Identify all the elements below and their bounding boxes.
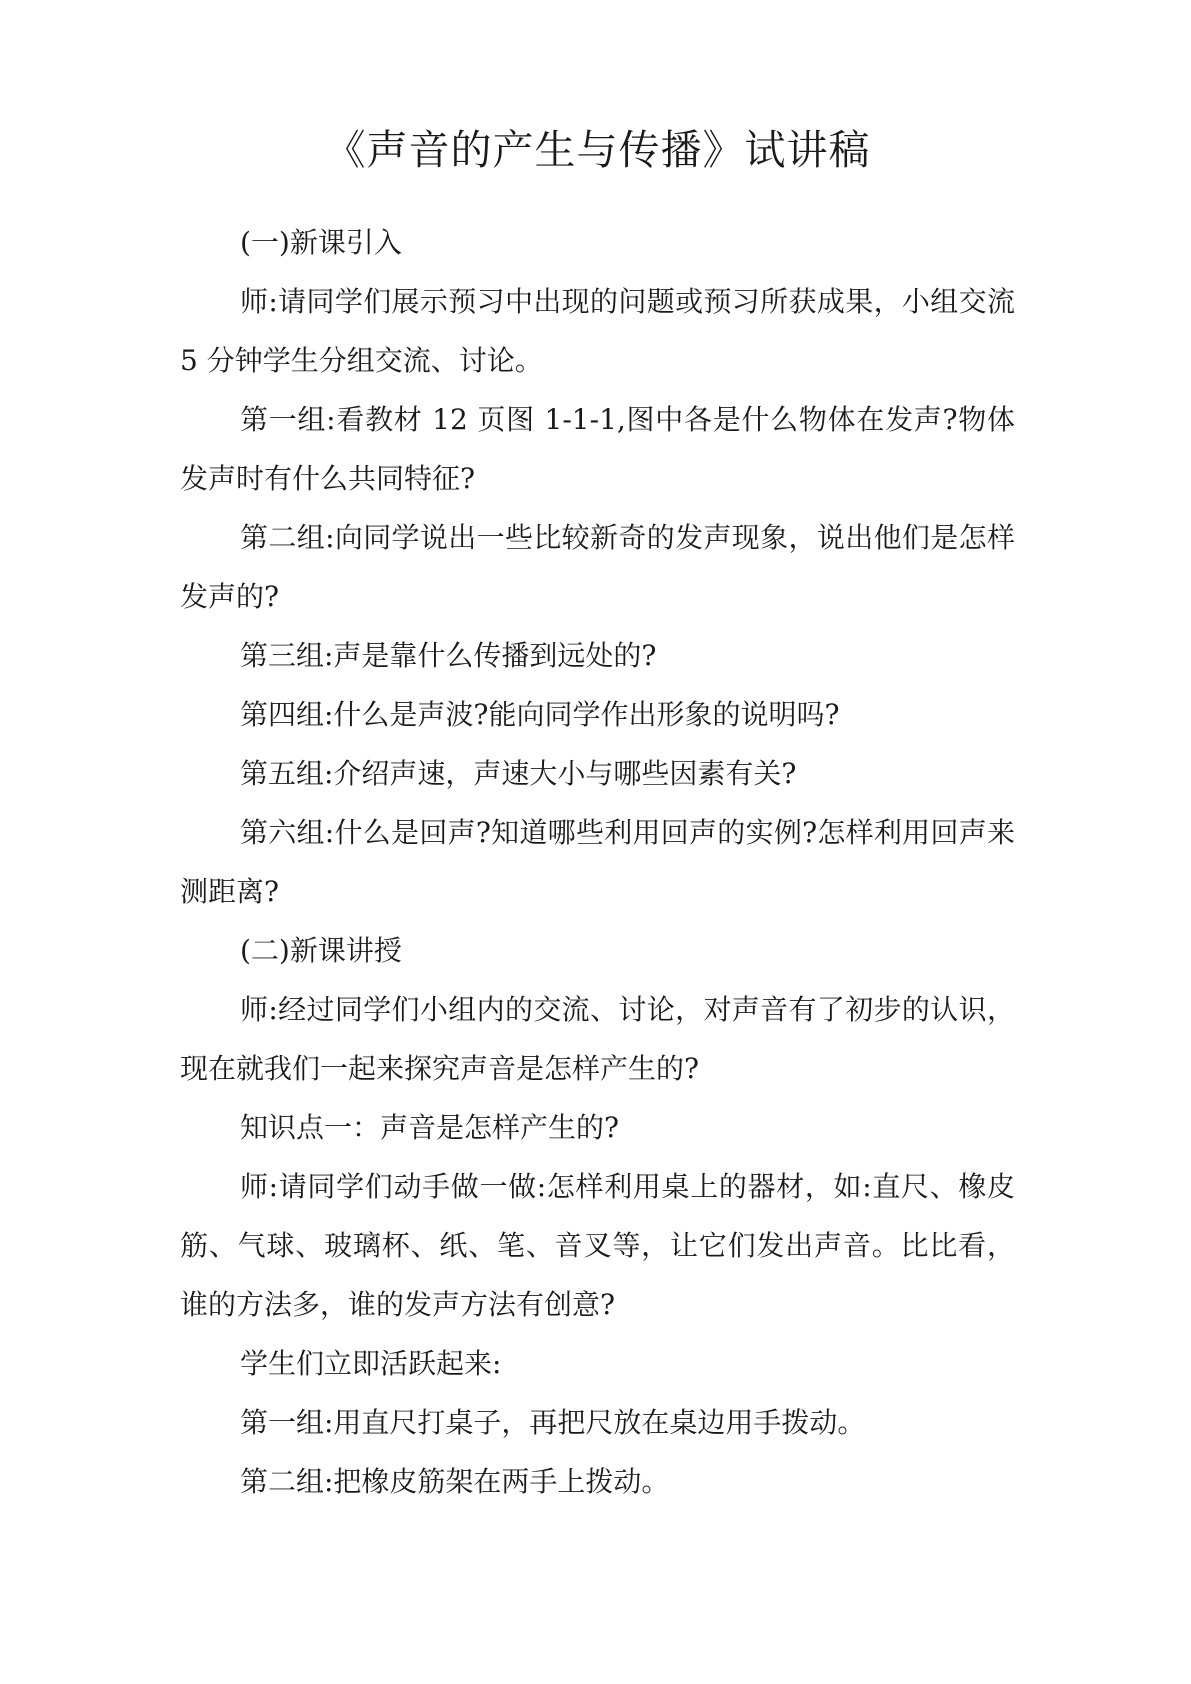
paragraph: 第四组:什么是声波?能向同学作出形象的说明吗? <box>240 698 840 731</box>
document-title: 《声音的产生与传播》试讲稿 <box>324 126 871 174</box>
paragraph: 第六组:什么是回声?知道哪些利用回声的实例?怎样利用回声来测距离? <box>180 816 1015 908</box>
paragraph: 师:请同学们动手做一做:怎样利用桌上的器材，如:直尺、橡皮筋、气球、玻璃杯、纸、笔、音叉等，让它们发出声音。比比看，谁的方法多，谁的发声方法有创意? <box>180 1170 1015 1321</box>
paragraph: 第一组:看教材 12 页图 1-1-1,图中各是什么物体在发声?物体发声时有什么共同特征? <box>180 403 1015 495</box>
paragraph: 师:请同学们展示预习中出现的问题或预习所获成果，小组交流 5 分钟学生分组交流、讨论。 <box>180 285 1015 377</box>
paragraph: 师:经过同学们小组内的交流、讨论，对声音有了初步的认识，现在就我们一起来探究声音是怎样产生的? <box>180 993 1015 1085</box>
paragraph: 第二组:向同学说出一些比较新奇的发声现象，说出他们是怎样发声的? <box>180 521 1015 613</box>
section-heading-intro: (一)新课引入 <box>240 226 402 259</box>
paragraph: 第二组:把橡皮筋架在两手上拨动。 <box>240 1465 670 1498</box>
document-body <box>180 213 1015 1511</box>
paragraph: 学生们立即活跃起来: <box>240 1347 502 1380</box>
knowledge-point-heading: 知识点一：声音是怎样产生的? <box>240 1111 620 1144</box>
section-heading-lecture: (二)新课讲授 <box>240 934 402 967</box>
paragraph: 第五组:介绍声速，声速大小与哪些因素有关? <box>240 757 797 790</box>
paragraph: 第三组:声是靠什么传播到远处的? <box>240 639 657 672</box>
paragraph: 第一组:用直尺打桌子，再把尺放在桌边用手拨动。 <box>240 1406 866 1439</box>
